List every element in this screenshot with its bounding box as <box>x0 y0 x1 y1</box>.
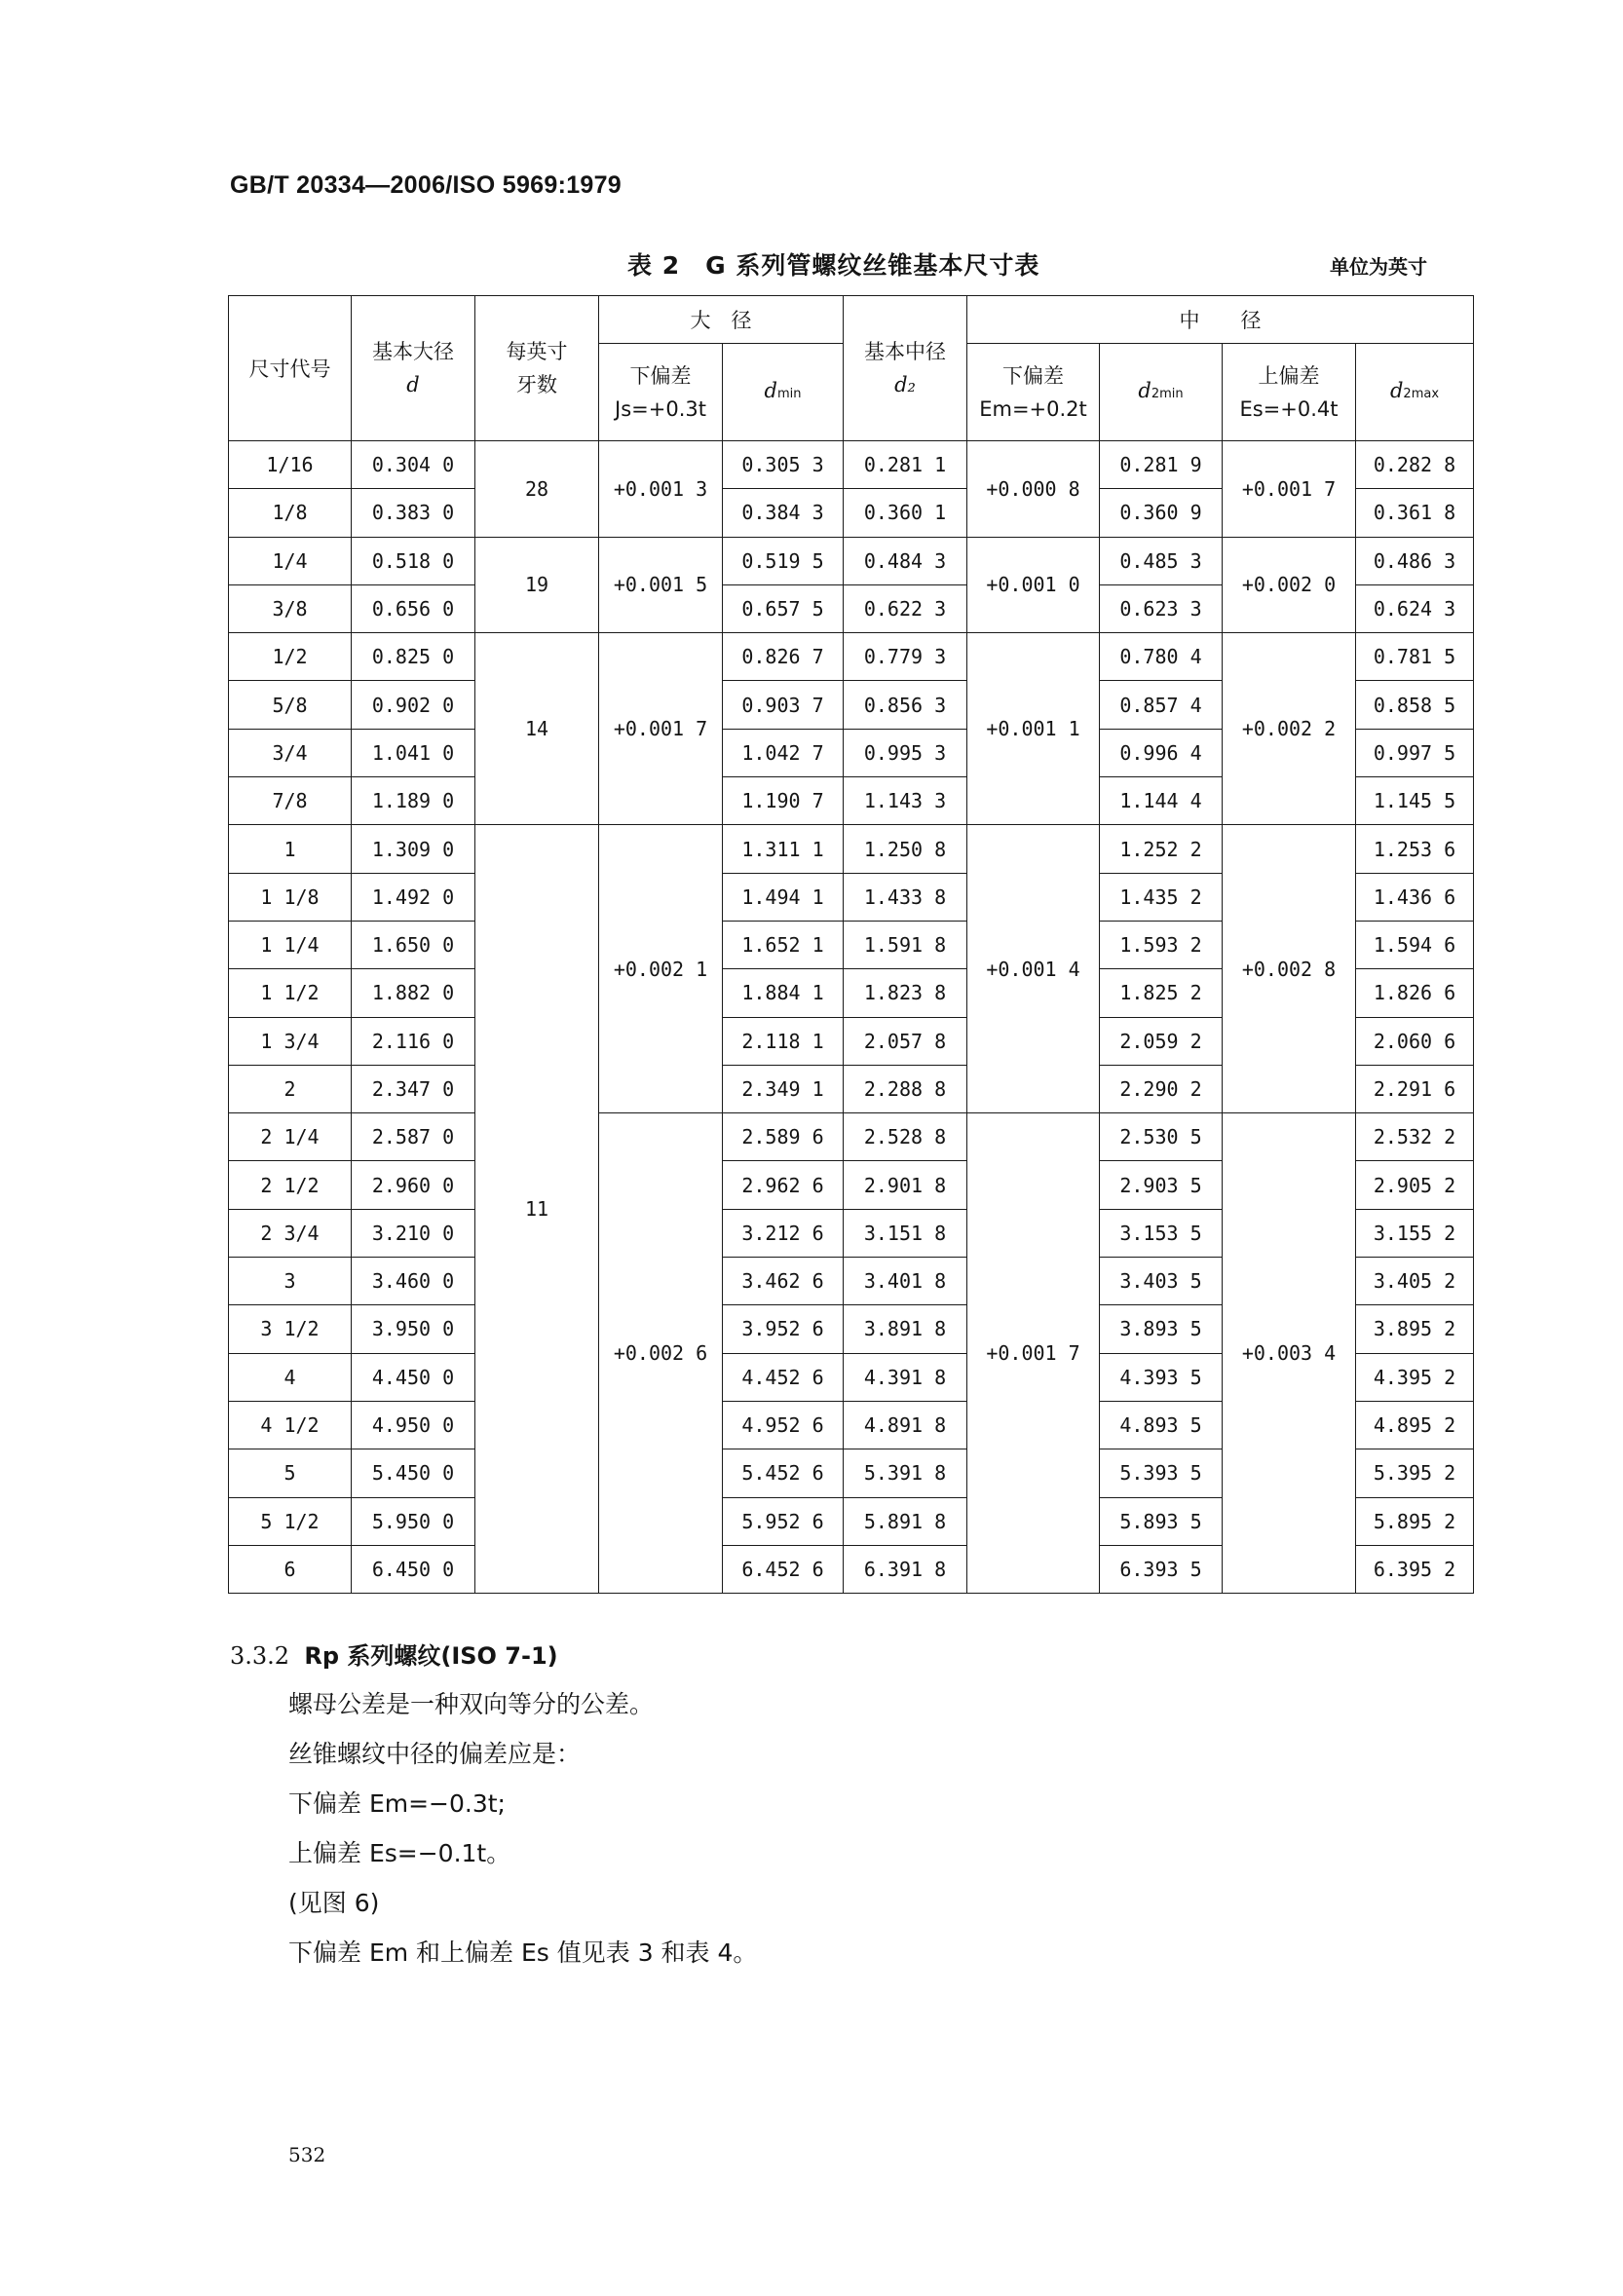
cell-d2max: 1.436 6 <box>1356 873 1474 921</box>
cell-size: 1 1/2 <box>229 969 352 1017</box>
cell-d2: 1.143 3 <box>844 777 967 825</box>
cell-d2min: 6.393 5 <box>1100 1545 1223 1593</box>
cell-d: 0.304 0 <box>352 441 475 489</box>
cell-d2max: 4.395 2 <box>1356 1353 1474 1401</box>
cell-size: 1 1/4 <box>229 921 352 968</box>
cell-d2: 2.057 8 <box>844 1017 967 1065</box>
cell-d: 1.189 0 <box>352 777 475 825</box>
cell-es: +0.001 7 <box>1223 441 1356 538</box>
cell-d2max: 1.253 6 <box>1356 825 1474 873</box>
cell-dmin: 1.311 1 <box>723 825 844 873</box>
cell-tpi: 28 <box>475 441 599 538</box>
cell-size: 1 1/8 <box>229 873 352 921</box>
cell-dmin: 2.962 6 <box>723 1161 844 1209</box>
cell-d: 1.650 0 <box>352 921 475 968</box>
col-threads-per-inch: 每英寸 牙数 <box>475 296 599 441</box>
thread-dimension-table <box>228 295 1474 1594</box>
cell-d: 5.450 0 <box>352 1449 475 1497</box>
cell-d2max: 1.594 6 <box>1356 921 1474 968</box>
cell-d2: 1.823 8 <box>844 969 967 1017</box>
cell-d2min: 4.893 5 <box>1100 1401 1223 1449</box>
cell-d: 0.825 0 <box>352 633 475 681</box>
cell-d2: 0.360 1 <box>844 489 967 537</box>
page-number: 532 <box>288 2143 326 2166</box>
table-row <box>229 1113 1474 1161</box>
cell-d2max: 5.895 2 <box>1356 1497 1474 1545</box>
cell-tpi: 14 <box>475 633 599 825</box>
cell-size: 4 <box>229 1353 352 1401</box>
cell-d2min: 0.857 4 <box>1100 681 1223 729</box>
cell-d2: 0.281 1 <box>844 441 967 489</box>
cell-d: 2.960 0 <box>352 1161 475 1209</box>
cell-d: 0.518 0 <box>352 537 475 584</box>
cell-d: 1.882 0 <box>352 969 475 1017</box>
cell-size: 1/2 <box>229 633 352 681</box>
cell-size: 2 1/4 <box>229 1113 352 1161</box>
cell-d2min: 0.485 3 <box>1100 537 1223 584</box>
cell-em: +0.001 4 <box>967 825 1100 1113</box>
cell-d2max: 1.145 5 <box>1356 777 1474 825</box>
section-line: 螺母公差是一种双向等分的公差。 <box>288 1690 655 1718</box>
col-size-code: 尺寸代号 <box>229 296 352 441</box>
cell-d2: 6.391 8 <box>844 1545 967 1593</box>
cell-d: 2.116 0 <box>352 1017 475 1065</box>
cell-d2max: 2.905 2 <box>1356 1161 1474 1209</box>
cell-d2max: 0.997 5 <box>1356 729 1474 776</box>
table-row <box>229 825 1474 873</box>
cell-d: 2.347 0 <box>352 1065 475 1112</box>
cell-d2max: 0.361 8 <box>1356 489 1474 537</box>
cell-js: +0.001 3 <box>599 441 723 538</box>
table-caption: 表 2 G 系列管螺纹丝锥基本尺寸表 <box>627 251 1040 280</box>
cell-d2min: 0.360 9 <box>1100 489 1223 537</box>
cell-d2max: 4.895 2 <box>1356 1401 1474 1449</box>
cell-d2: 0.622 3 <box>844 584 967 632</box>
cell-d2min: 1.593 2 <box>1100 921 1223 968</box>
cell-d2max: 0.624 3 <box>1356 584 1474 632</box>
cell-d2max: 6.395 2 <box>1356 1545 1474 1593</box>
cell-dmin: 1.042 7 <box>723 729 844 776</box>
cell-js: +0.001 7 <box>599 633 723 825</box>
cell-dmin: 5.452 6 <box>723 1449 844 1497</box>
cell-d2: 0.484 3 <box>844 537 967 584</box>
cell-d2min: 4.393 5 <box>1100 1353 1223 1401</box>
cell-dmin: 3.212 6 <box>723 1209 844 1257</box>
cell-size: 2 3/4 <box>229 1209 352 1257</box>
cell-d2: 1.433 8 <box>844 873 967 921</box>
cell-d: 1.309 0 <box>352 825 475 873</box>
cell-d: 1.492 0 <box>352 873 475 921</box>
cell-d2: 1.591 8 <box>844 921 967 968</box>
cell-d: 0.656 0 <box>352 584 475 632</box>
group-major-diameter: 大 径 <box>599 296 844 344</box>
cell-dmin: 5.952 6 <box>723 1497 844 1545</box>
table-row <box>229 441 1474 489</box>
cell-d2min: 2.059 2 <box>1100 1017 1223 1065</box>
cell-size: 3/4 <box>229 729 352 776</box>
cell-d: 1.041 0 <box>352 729 475 776</box>
cell-d2min: 1.252 2 <box>1100 825 1223 873</box>
cell-size: 3 <box>229 1258 352 1305</box>
cell-d2: 3.891 8 <box>844 1305 967 1353</box>
cell-d: 5.950 0 <box>352 1497 475 1545</box>
cell-dmin: 0.384 3 <box>723 489 844 537</box>
cell-d2: 5.391 8 <box>844 1449 967 1497</box>
cell-d2min: 1.825 2 <box>1100 969 1223 1017</box>
cell-d: 3.210 0 <box>352 1209 475 1257</box>
cell-d2min: 5.393 5 <box>1100 1449 1223 1497</box>
cell-dmin: 6.452 6 <box>723 1545 844 1593</box>
cell-d2: 0.995 3 <box>844 729 967 776</box>
cell-d2max: 2.532 2 <box>1356 1113 1474 1161</box>
col-d2max: d2max <box>1356 344 1474 441</box>
cell-d: 6.450 0 <box>352 1545 475 1593</box>
cell-dmin: 3.952 6 <box>723 1305 844 1353</box>
cell-size: 1 <box>229 825 352 873</box>
cell-d2max: 1.826 6 <box>1356 969 1474 1017</box>
cell-d2max: 2.060 6 <box>1356 1017 1474 1065</box>
cell-d: 4.950 0 <box>352 1401 475 1449</box>
cell-em: +0.001 7 <box>967 1113 1100 1594</box>
cell-d2min: 0.780 4 <box>1100 633 1223 681</box>
cell-tpi: 19 <box>475 537 599 633</box>
cell-em: +0.001 1 <box>967 633 1100 825</box>
cell-d2max: 5.395 2 <box>1356 1449 1474 1497</box>
cell-d2: 3.401 8 <box>844 1258 967 1305</box>
cell-d: 3.950 0 <box>352 1305 475 1353</box>
cell-d2max: 3.405 2 <box>1356 1258 1474 1305</box>
table-row <box>229 537 1474 584</box>
cell-d2min: 3.893 5 <box>1100 1305 1223 1353</box>
cell-em: +0.000 8 <box>967 441 1100 538</box>
cell-d2: 4.391 8 <box>844 1353 967 1401</box>
section-heading: 3.3.2 Rp 系列螺纹(ISO 7-1) <box>230 1642 558 1670</box>
cell-d2min: 2.290 2 <box>1100 1065 1223 1112</box>
cell-dmin: 2.589 6 <box>723 1113 844 1161</box>
col-basic-major: 基本大径 d <box>352 296 475 441</box>
cell-d: 0.902 0 <box>352 681 475 729</box>
col-dmin: dmin <box>723 344 844 441</box>
cell-d2min: 3.403 5 <box>1100 1258 1223 1305</box>
cell-d2: 0.779 3 <box>844 633 967 681</box>
cell-d2min: 0.623 3 <box>1100 584 1223 632</box>
cell-tpi: 11 <box>475 825 599 1594</box>
cell-d2: 0.856 3 <box>844 681 967 729</box>
cell-dmin: 4.452 6 <box>723 1353 844 1401</box>
cell-d2: 1.250 8 <box>844 825 967 873</box>
group-pitch-diameter: 中 径 <box>967 296 1474 344</box>
section-line: (见图 6) <box>288 1889 380 1917</box>
cell-d2: 2.288 8 <box>844 1065 967 1112</box>
cell-dmin: 2.118 1 <box>723 1017 844 1065</box>
cell-size: 5 1/2 <box>229 1497 352 1545</box>
cell-dmin: 0.519 5 <box>723 537 844 584</box>
cell-es: +0.002 8 <box>1223 825 1356 1113</box>
cell-d2max: 3.895 2 <box>1356 1305 1474 1353</box>
cell-dmin: 3.462 6 <box>723 1258 844 1305</box>
cell-dmin: 1.652 1 <box>723 921 844 968</box>
cell-d: 3.460 0 <box>352 1258 475 1305</box>
cell-d2: 4.891 8 <box>844 1401 967 1449</box>
cell-size: 5/8 <box>229 681 352 729</box>
cell-d2min: 2.903 5 <box>1100 1161 1223 1209</box>
cell-es: +0.002 0 <box>1223 537 1356 633</box>
cell-d2max: 0.282 8 <box>1356 441 1474 489</box>
cell-d: 2.587 0 <box>352 1113 475 1161</box>
cell-d: 4.450 0 <box>352 1353 475 1401</box>
section-line: 下偏差 Em 和上偏差 Es 值见表 3 和表 4。 <box>288 1938 758 1967</box>
cell-d2min: 5.893 5 <box>1100 1497 1223 1545</box>
cell-d2min: 0.996 4 <box>1100 729 1223 776</box>
cell-dmin: 1.884 1 <box>723 969 844 1017</box>
cell-d2max: 3.155 2 <box>1356 1209 1474 1257</box>
cell-d2max: 0.486 3 <box>1356 537 1474 584</box>
cell-es: +0.003 4 <box>1223 1113 1356 1594</box>
cell-size: 3 1/2 <box>229 1305 352 1353</box>
cell-d2: 2.528 8 <box>844 1113 967 1161</box>
cell-dmin: 2.349 1 <box>723 1065 844 1112</box>
cell-js: +0.002 6 <box>599 1113 723 1594</box>
cell-size: 3/8 <box>229 584 352 632</box>
cell-d2: 3.151 8 <box>844 1209 967 1257</box>
col-em: 下偏差 Em=+0.2t <box>967 344 1100 441</box>
cell-em: +0.001 0 <box>967 537 1100 633</box>
cell-d2max: 0.781 5 <box>1356 633 1474 681</box>
cell-d2: 2.901 8 <box>844 1161 967 1209</box>
cell-size: 2 <box>229 1065 352 1112</box>
cell-es: +0.002 2 <box>1223 633 1356 825</box>
cell-dmin: 0.826 7 <box>723 633 844 681</box>
cell-js: +0.002 1 <box>599 825 723 1113</box>
cell-size: 1/16 <box>229 441 352 489</box>
cell-d: 0.383 0 <box>352 489 475 537</box>
cell-dmin: 0.657 5 <box>723 584 844 632</box>
section-line: 下偏差 Em=−0.3t; <box>288 1789 506 1818</box>
cell-d2min: 0.281 9 <box>1100 441 1223 489</box>
cell-dmin: 0.903 7 <box>723 681 844 729</box>
cell-d2max: 2.291 6 <box>1356 1065 1474 1112</box>
section-line: 丝锥螺纹中径的偏差应是： <box>288 1740 582 1768</box>
col-d2min: d2min <box>1100 344 1223 441</box>
col-es: 上偏差 Es=+0.4t <box>1223 344 1356 441</box>
cell-d2min: 3.153 5 <box>1100 1209 1223 1257</box>
cell-size: 5 <box>229 1449 352 1497</box>
cell-size: 1/8 <box>229 489 352 537</box>
col-js: 下偏差 Js=+0.3t <box>599 344 723 441</box>
cell-d2: 5.891 8 <box>844 1497 967 1545</box>
table-row <box>229 633 1474 681</box>
cell-size: 1 3/4 <box>229 1017 352 1065</box>
standard-code-header: GB/T 20334—2006/ISO 5969:1979 <box>230 171 623 199</box>
cell-d2min: 1.144 4 <box>1100 777 1223 825</box>
cell-d2min: 2.530 5 <box>1100 1113 1223 1161</box>
cell-size: 2 1/2 <box>229 1161 352 1209</box>
cell-dmin: 4.952 6 <box>723 1401 844 1449</box>
unit-note: 单位为英寸 <box>1330 255 1427 279</box>
cell-size: 6 <box>229 1545 352 1593</box>
cell-size: 7/8 <box>229 777 352 825</box>
cell-dmin: 1.494 1 <box>723 873 844 921</box>
col-basic-pitch: 基本中径 d₂ <box>844 296 967 441</box>
cell-d2max: 0.858 5 <box>1356 681 1474 729</box>
section-line: 上偏差 Es=−0.1t。 <box>288 1839 511 1867</box>
cell-size: 1/4 <box>229 537 352 584</box>
cell-js: +0.001 5 <box>599 537 723 633</box>
cell-dmin: 0.305 3 <box>723 441 844 489</box>
cell-d2min: 1.435 2 <box>1100 873 1223 921</box>
cell-dmin: 1.190 7 <box>723 777 844 825</box>
cell-size: 4 1/2 <box>229 1401 352 1449</box>
